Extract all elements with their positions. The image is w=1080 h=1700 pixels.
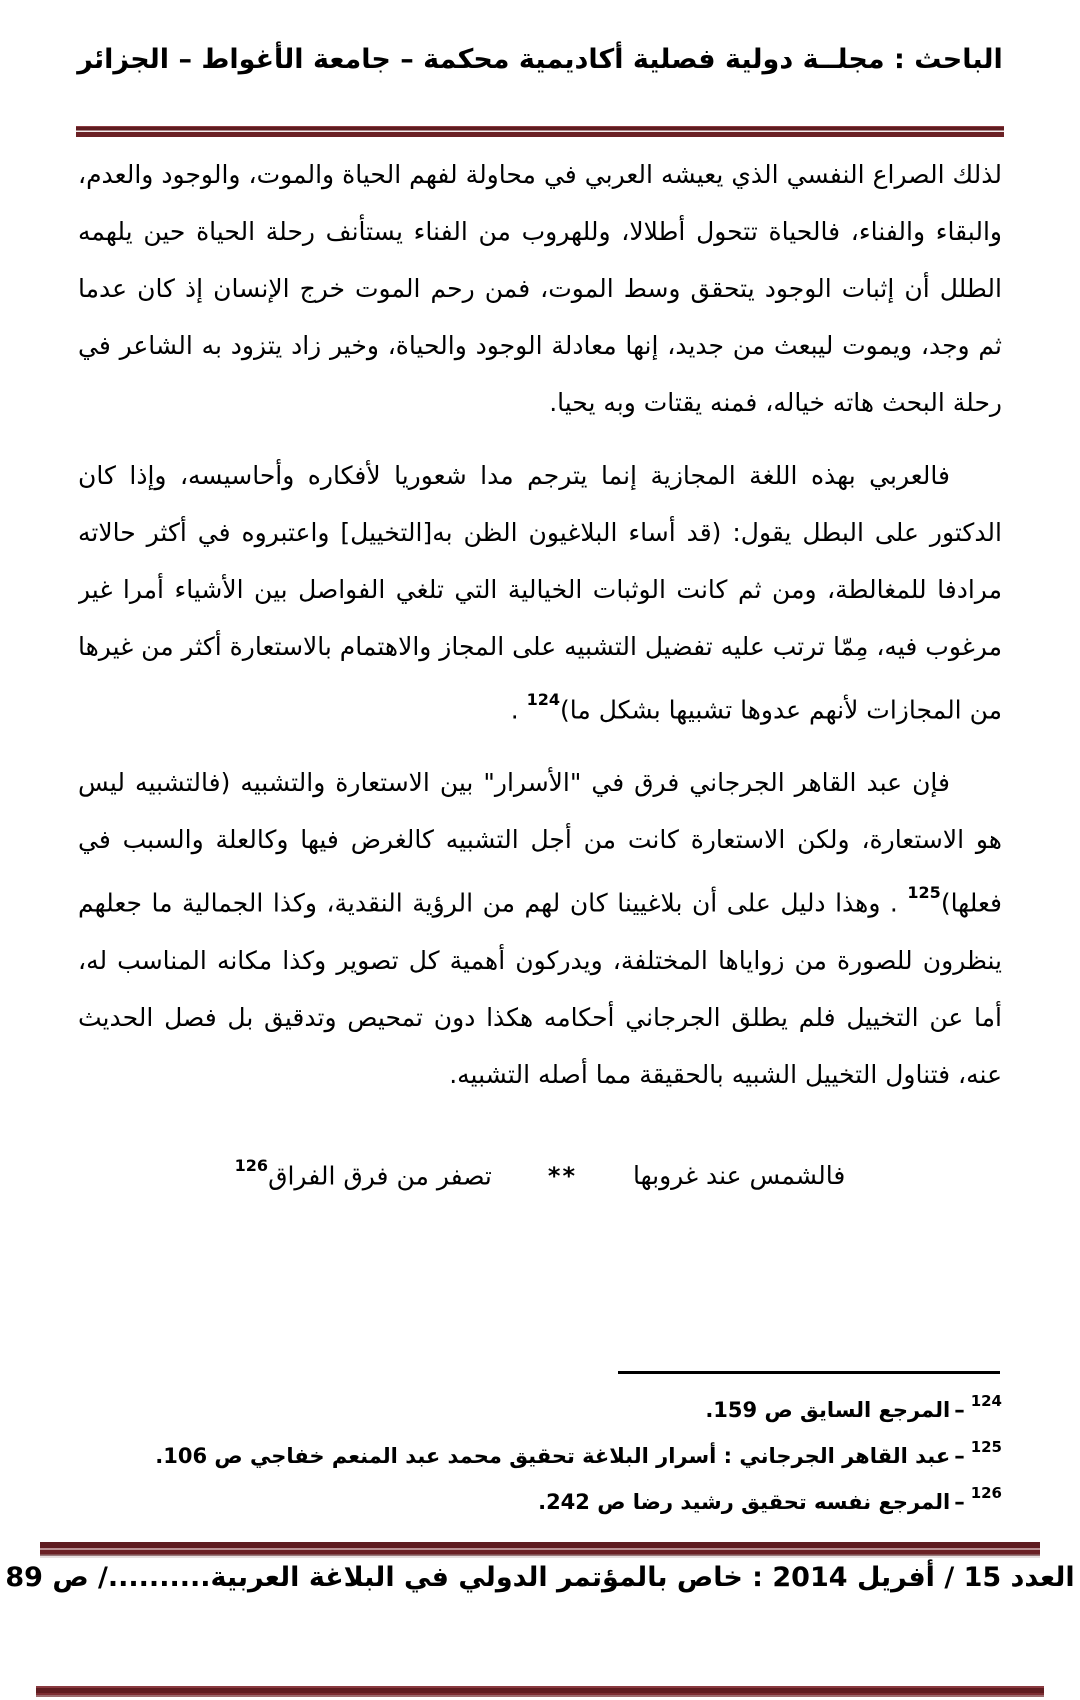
verse-hemistich-2 xyxy=(235,1150,492,1196)
footnote-ref-124: 124 xyxy=(526,690,561,709)
footnote-125-dash: – xyxy=(954,1444,965,1468)
verse-hemistich-1: فالشمس عند غروبها xyxy=(633,1161,846,1191)
footnote-124 xyxy=(78,1384,1002,1430)
footer-divider-rule xyxy=(40,1542,1040,1558)
paragraph-1: لذلك الصراع النفسي الذي يعيشه العربي في محاولة لفهم الحياة والموت، والوجود والعدم، والبقاء والفناء، فالحياة تتحول أطلالا، وللهروب من الفناء يستأنف رحلة الحياة حين يلهمه الطلل أن إثبات الوجود يتحقق وسط الموت، فمن رحم الموت خرج الإنسان إذ كان عدما ثم وجد، ويموت ليبعث من جديد، إنها معادلة الوجود والحياة، وخير زاد يتزود به الشاعر في رحلة البحث هاته خياله، فمنه يقتات وبه يحيا. xyxy=(78,160,1002,417)
footnote-separator-line xyxy=(618,1371,1000,1374)
paragraph-3-text: فإن عبد القاهر الجرجاني فرق في "الأسرار" بين الاستعارة والتشبيه (فالتشبيه ليس هو الاستعارة، ولكن الاستعارة كانت من أجل التشبيه كالغرض فيها وكالعلة والسبب في فعلها) xyxy=(78,768,1002,918)
paragraph-2 xyxy=(78,447,1002,738)
footnote-124-text: المرجع السايق ص 159. xyxy=(705,1398,951,1422)
footnote-126-number: 126 xyxy=(970,1484,1002,1502)
footnote-125-text: عبد القاهر الجرجاني : أسرار البلاغة تحقيق محمد عبد المنعم خفاجي ص 106. xyxy=(155,1444,951,1468)
journal-header-title: الباحث : مجلــة دولية فصلية أكاديمية محكمة – جامعة الأغواط – الجزائر xyxy=(77,44,1003,75)
footnote-ref-125: 125 xyxy=(907,883,941,903)
verse-separator: ** xyxy=(547,1162,577,1191)
footnote-126-text: المرجع نفسه تحقيق رشيد رضا ص 242. xyxy=(538,1490,951,1514)
paragraph-3 xyxy=(78,754,1002,1102)
footnote-ref-126: 126 xyxy=(234,1156,269,1175)
page-bottom-rule xyxy=(36,1686,1044,1697)
paragraph-2-end: . xyxy=(510,695,527,725)
footnote-124-number: 124 xyxy=(970,1392,1002,1410)
paragraph-3-end: . وهذا دليل على أن بلاغيينا كان لهم من الرؤية النقدية، وكذا الجمالية ما جعلهم ينظرون للصورة من زواياها المختلفة، ويدركون أهمية كل تصوير وكذا مكانه المناسب له، أما عن التخييل فلم يطلق الجرجاني أحكامه هكذا دون تمحيص وتدقيق بل فصل الحديث عنه، فتناول التخييل الشبيه بالحقيقة مما أصله التشبيه. xyxy=(78,888,1002,1089)
footer-issue-line: العدد 15 / أفريل 2014 : خاص بالمؤتمر الدولي في البلاغة العربية........../ ص 89 xyxy=(5,1562,1075,1593)
footnote-125 xyxy=(78,1430,1002,1476)
footnote-124-dash: – xyxy=(954,1398,965,1422)
paragraph-2-text: فالعربي بهذه اللغة المجازية إنما يترجم مدا شعوريا لأفكاره وأحاسيسه، وإذا كان الدكتور على البطل يقول: (قد أساء البلاغيون الظن به[التخييل] واعتبروه في أكثر حالاته مرادفا للمغالطة، ومن ثم كانت الوثبات الخيالية التي تلغي الفواصل بين الأشياء أمرا غير مرغوب فيه، مِمّا ترتب عليه تفضيل التشبيه على المجاز والاهتمام بالاستعارة أكثر من غيرها من المجازات لأنهم عدوها تشبيها بشكل ما) xyxy=(78,461,1002,725)
footnote-126-dash: – xyxy=(954,1490,965,1514)
article-body xyxy=(78,146,1002,1146)
footnotes-section xyxy=(78,1384,1002,1522)
poetry-verse xyxy=(0,1150,1080,1196)
header-divider-rule xyxy=(76,126,1004,137)
verse-hemistich-2-text: تصفر من فرق الفراق xyxy=(268,1161,492,1191)
footnote-126 xyxy=(78,1476,1002,1522)
footnote-125-number: 125 xyxy=(970,1438,1002,1456)
